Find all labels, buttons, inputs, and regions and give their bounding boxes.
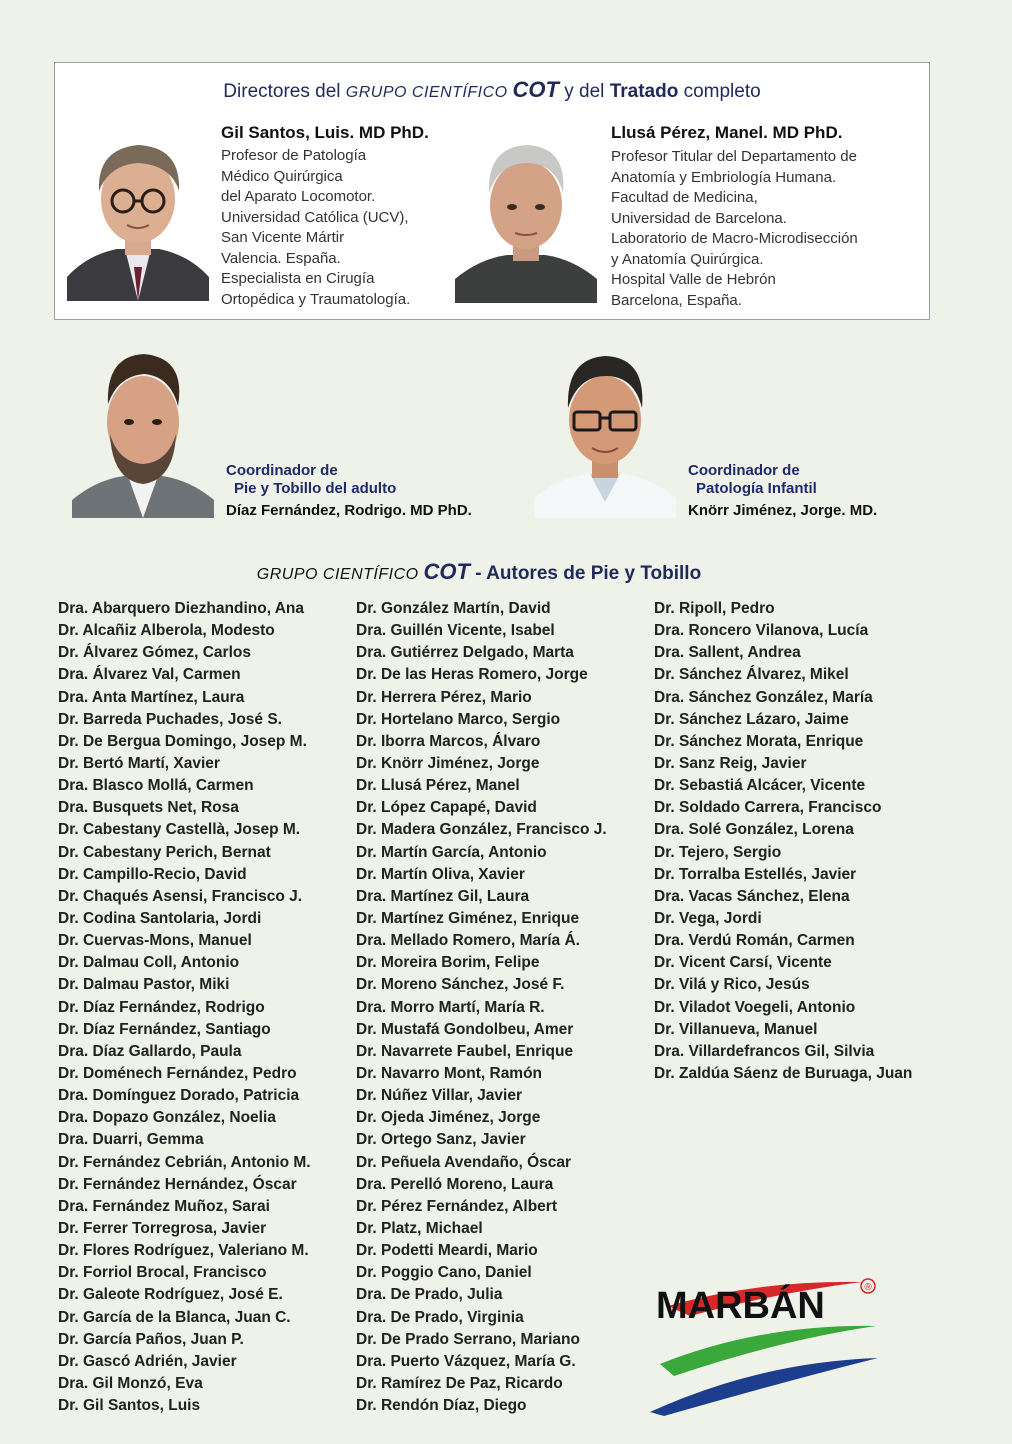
author-item: Dr. Mustafá Gondolbeu, Amer	[356, 1020, 574, 1038]
author-item: Dra. Martínez Gil, Laura	[356, 887, 530, 905]
marban-logo	[650, 1276, 882, 1416]
author-item: Dr. Gascó Adrién, Javier	[58, 1352, 237, 1370]
author-item: Dr. Moreira Borim, Felipe	[356, 954, 540, 972]
director-name: Gil Santos, Luis. MD PhD.	[221, 123, 429, 142]
author-item: Dr. Pérez Fernández, Albert	[356, 1197, 557, 1215]
author-item: Dra. Villardefrancos Gil, Silvia	[654, 1042, 875, 1060]
author-item: Dra. Morro Martí, María R.	[356, 998, 545, 1016]
author-item: Dr. Herrera Pérez, Mario	[356, 688, 532, 706]
author-item: Dr. Cabestany Castellà, Josep M.	[58, 821, 301, 839]
author-item: Dra. Solé González, Lorena	[654, 821, 854, 839]
registered-mark: ®	[864, 1282, 872, 1293]
author-item: Dr. Ripoll, Pedro	[654, 600, 775, 617]
author-item: Dra. De Prado, Virginia	[356, 1308, 524, 1326]
director-photo-llusa-perez	[455, 133, 597, 303]
author-item: Dr. Vega, Jordi	[654, 909, 762, 927]
author-item: Dr. Vicent Carsí, Vicente	[654, 954, 832, 972]
author-item: Dr. Díaz Fernández, Rodrigo	[58, 998, 265, 1016]
author-item: Dr. Navarro Mont, Ramón	[356, 1064, 543, 1082]
author-item: Dr. Tejero, Sergio	[654, 843, 782, 861]
author-item: Dra. Dopazo González, Noelia	[58, 1109, 276, 1127]
author-item: Dr. Sanz Reig, Javier	[654, 754, 807, 772]
author-item: Dr. Moreno Sánchez, José F.	[356, 976, 565, 994]
author-item: Dr. Sánchez Morata, Enrique	[654, 732, 864, 750]
author-item: Dra. Mellado Romero, María Á.	[356, 932, 580, 950]
author-item: Dr. Vilá y Rico, Jesús	[654, 976, 810, 994]
author-item: Dr. Dalmau Pastor, Miki	[58, 976, 230, 994]
author-item: Dr. Campillo-Recio, David	[58, 865, 247, 883]
author-item: Dr. Núñez Villar, Javier	[356, 1087, 522, 1105]
author-item: Dr. Chaqués Asensi, Francisco J.	[58, 887, 303, 905]
author-item: Dr. Villanueva, Manuel	[654, 1020, 818, 1038]
author-item: Dr. López Capapé, David	[356, 799, 537, 817]
author-item: Dr. Podetti Meardi, Mario	[356, 1242, 538, 1260]
author-item: Dra. Abarquero Diezhandino, Ana	[58, 600, 305, 617]
author-item: Dr. Cuervas-Mons, Manuel	[58, 932, 252, 950]
author-item: Dra. Blasco Mollá, Carmen	[58, 777, 254, 795]
author-item: Dra. Díaz Gallardo, Paula	[58, 1042, 242, 1060]
author-item: Dr. Ramírez De Paz, Ricardo	[356, 1374, 563, 1392]
author-item: Dr. Torralba Estellés, Javier	[654, 865, 857, 883]
authors-column-3	[654, 598, 912, 1085]
coordinator-title: Coordinador de Patología Infantil	[688, 462, 817, 497]
author-item: Dr. Iborra Marcos, Álvaro	[356, 732, 541, 750]
author-item: Dr. Knörr Jiménez, Jorge	[356, 754, 540, 772]
author-item: Dr. Sánchez Lázaro, Jaime	[654, 710, 849, 728]
authors-column-2	[356, 598, 607, 1417]
author-item: Dr. Gil Santos, Luis	[58, 1397, 201, 1415]
author-item: Dr. Alcañiz Alberola, Modesto	[58, 622, 275, 640]
author-item: Dr. Flores Rodríguez, Valeriano M.	[58, 1242, 309, 1260]
authors-column-1	[58, 598, 311, 1417]
author-item: Dr. De Prado Serrano, Mariano	[356, 1330, 580, 1348]
author-item: Dra. Vacas Sánchez, Elena	[654, 887, 850, 905]
author-item: Dra. Roncero Vilanova, Lucía	[654, 622, 869, 640]
author-item: Dr. Fernández Hernández, Óscar	[58, 1175, 297, 1193]
author-item: Dr. Peñuela Avendaño, Óscar	[356, 1153, 572, 1171]
director-name: Llusá Pérez, Manel. MD PhD.	[611, 123, 843, 142]
author-item: Dra. Perelló Moreno, Laura	[356, 1175, 554, 1193]
author-item: Dra. Busquets Net, Rosa	[58, 799, 239, 817]
author-item: Dra. Álvarez Val, Carmen	[58, 666, 241, 684]
author-item: Dr. Sebastiá Alcácer, Vicente	[654, 777, 866, 795]
author-item: Dr. Poggio Cano, Daniel	[356, 1264, 532, 1282]
author-item: Dr. Madera González, Francisco J.	[356, 821, 607, 839]
author-item: Dr. Martín García, Antonio	[356, 843, 547, 861]
coordinator-title: Coordinador de Pie y Tobillo del adulto	[226, 462, 397, 497]
author-item: Dr. De Bergua Domingo, Josep M.	[58, 732, 307, 750]
author-item: Dra. Anta Martínez, Laura	[58, 688, 245, 706]
author-item: Dra. Sallent, Andrea	[654, 644, 801, 662]
author-item: Dra. Gil Monzó, Eva	[58, 1374, 203, 1392]
author-item: Dr. Doménech Fernández, Pedro	[58, 1064, 297, 1082]
author-item: Dr. Bertó Martí, Xavier	[58, 754, 220, 772]
author-item: Dr. Díaz Fernández, Santiago	[58, 1020, 271, 1038]
author-item: Dr. Codina Santolaria, Jordi	[58, 909, 262, 927]
author-item: Dr. Barreda Puchades, José S.	[58, 710, 282, 728]
author-item: Dra. Verdú Román, Carmen	[654, 932, 855, 950]
author-item: Dr. Platz, Michael	[356, 1219, 483, 1237]
author-item: Dr. Ortego Sanz, Javier	[356, 1131, 526, 1149]
author-item: Dr. De las Heras Romero, Jorge	[356, 666, 588, 684]
author-item: Dra. Gutiérrez Delgado, Marta	[356, 644, 574, 662]
author-item: Dr. Sánchez Álvarez, Mikel	[654, 666, 849, 684]
author-item: Dr. Fernández Cebrián, Antonio M.	[58, 1153, 311, 1171]
author-item: Dr. Zaldúa Sáenz de Buruaga, Juan	[654, 1064, 913, 1082]
directors-box	[54, 62, 930, 320]
author-item: Dr. Hortelano Marco, Sergio	[356, 710, 561, 728]
author-item: Dr. Cabestany Perich, Bernat	[58, 843, 271, 861]
author-item: Dr. Forriol Brocal, Francisco	[58, 1264, 267, 1282]
director-description: Profesor de Patología Médico Quirúrgica del Aparato Locomotor. Universidad Católica (UCV), San Vicente Mártir Valencia. España. Especialista en Cirugía Ortopédica y Traumatología.	[221, 147, 411, 308]
author-item: Dr. Álvarez Gómez, Carlos	[58, 644, 251, 662]
author-item: Dr. Ferrer Torregrosa, Javier	[58, 1219, 267, 1237]
logo-text: MARBÁN	[656, 1285, 825, 1327]
author-item: Dra. Sánchez González, María	[654, 688, 873, 706]
authors-section-title: GRUPO CIENTÍFICO COT - Autores de Pie y Tobillo	[256, 559, 702, 584]
director-description: Profesor Titular del Departamento de Anatomía y Embriología Humana. Facultad de Medicina, Universidad de Barcelona. Laboratorio de Macro-Microdisección y Anatomía Quirúrgica. Hospital Valle de Hebrón Barcelona, España.	[611, 148, 858, 309]
director-photo-gil-santos	[67, 127, 209, 301]
author-item: Dra. Domínguez Dorado, Patricia	[58, 1087, 300, 1105]
author-item: Dr. Rendón Díaz, Diego	[356, 1397, 527, 1415]
coordinator-photo-diaz-fernandez	[72, 350, 214, 518]
author-item: Dr. Dalmau Coll, Antonio	[58, 954, 240, 972]
coordinator-name: Díaz Fernández, Rodrigo. MD PhD.	[226, 502, 472, 519]
author-item: Dra. Guillén Vicente, Isabel	[356, 622, 555, 640]
coordinator-name: Knörr Jiménez, Jorge. MD.	[688, 502, 878, 519]
author-item: Dr. Navarrete Faubel, Enrique	[356, 1042, 574, 1060]
author-item: Dr. Viladot Voegeli, Antonio	[654, 998, 856, 1016]
author-item: Dr. García Paños, Juan P.	[58, 1330, 244, 1348]
author-item: Dra. De Prado, Julia	[356, 1286, 503, 1304]
author-item: Dr. González Martín, David	[356, 600, 551, 617]
author-item: Dra. Fernández Muñoz, Sarai	[58, 1197, 270, 1215]
directors-title: Directores del GRUPO CIENTÍFICO COT y del Tratado completo	[223, 77, 761, 102]
author-item: Dr. Soldado Carrera, Francisco	[654, 799, 882, 817]
author-item: Dra. Puerto Vázquez, María G.	[356, 1352, 576, 1370]
author-item: Dr. García de la Blanca, Juan C.	[58, 1308, 291, 1326]
author-item: Dr. Ojeda Jiménez, Jorge	[356, 1109, 541, 1127]
author-item: Dr. Llusá Pérez, Manel	[356, 777, 520, 795]
author-item: Dr. Martín Oliva, Xavier	[356, 865, 525, 883]
author-item: Dr. Martínez Giménez, Enrique	[356, 909, 580, 927]
author-item: Dra. Duarri, Gemma	[58, 1131, 204, 1149]
coordinator-photo-knorr-jimenez	[534, 352, 676, 518]
author-item: Dr. Galeote Rodríguez, José E.	[58, 1286, 283, 1304]
